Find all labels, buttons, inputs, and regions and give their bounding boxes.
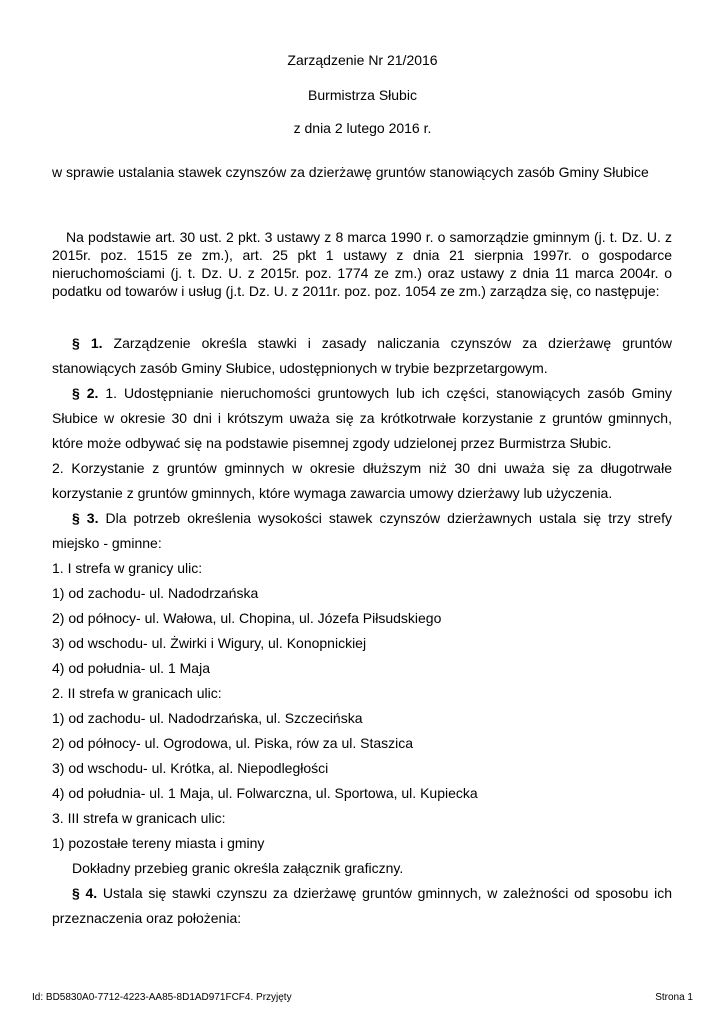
document-title: Zarządzenie Nr 21/2016 (287, 52, 438, 68)
zone-line: 1) pozostałe tereny miasta i gminy (52, 835, 265, 851)
section-1-text: Zarządzenie określa stawki i zasady naliczania czynszów za dzierżawę gruntów stanowiących zasób Gminy Słubice, udostępnionych w trybie bezprzetargowym. (52, 335, 673, 376)
zone-line: 4) od południa- ul. 1 Maja, ul. Folwarczna, ul. Sportowa, ul. Kupiecka (52, 785, 478, 801)
section-4-text: Ustala się stawki czynszu za dzierżawę gruntów gminnych, w zależności od sposobu ich przeznaczenia oraz położenia: (52, 885, 672, 926)
section-3-label: § 3. (72, 510, 99, 526)
zone-line: 1) od zachodu- ul. Nadodrzańska, ul. Szczecińska (52, 710, 363, 726)
section-2-label: § 2. (72, 385, 99, 401)
section-4-label: § 4. (72, 885, 98, 901)
legal-basis: Na podstawie art. 30 ust. 2 pkt. 3 ustawy z 8 marca 1990 r. o samorządzie gminnym (j. t. Dz. U. z 2015r. poz. 1515 ze zm.), art. 25 pkt 1 ustawy z dnia 21 sierpnia 1997r. o gospodarce nieruchomościami (j. t. Dz. U. z 2015r. poz. 1774 ze zm.) oraz ustawy z dnia 11 marca 2004r. o podatku od towarów i usług (j.t. Dz. U. z 2011r. poz. poz. 1054 ze zm.) zarządza się, co następuje: (52, 229, 672, 299)
document-date: z dnia 2 lutego 2016 r. (293, 120, 432, 136)
section-1 (52, 331, 672, 381)
document-body (52, 331, 672, 931)
zone-line: 3) od wschodu- ul. Żwirki i Wigury, ul. Konopnickiej (52, 635, 367, 651)
section-2 (52, 381, 672, 456)
zone-line: 3. III strefa w granicach ulic: (52, 810, 226, 826)
zone-line: 2. II strefa w granicach ulic: (52, 685, 222, 701)
zone-line: 1. I strefa w granicy ulic: (52, 560, 203, 576)
footer-document-id: Id: BD5830A0-7712-4223-AA85-8D1AD971FCF4. Przyjęty (32, 992, 292, 1003)
footer-page-number: Strona 1 (655, 992, 693, 1003)
zone-line: 4) od południa- ul. 1 Maja (52, 660, 210, 676)
section-1-label: § 1. (72, 335, 103, 351)
section-3 (52, 506, 672, 556)
section-4 (52, 881, 672, 931)
section-3-closing: Dokładny przebieg granic określa załącznik graficzny. (72, 860, 404, 876)
document-issuer: Burmistrza Słubic (308, 87, 417, 103)
zone-line: 2) od północy- ul. Wałowa, ul. Chopina, ul. Józefa Piłsudskiego (52, 610, 442, 626)
zone-line: 1) od zachodu- ul. Nadodrzańska (52, 585, 259, 601)
section-2-text: 1. Udostępnianie nieruchomości gruntowych lub ich części, stanowiących zasób Gminy Słubice w okresie 30 dni i krótszym uważa się za krótkotrwałe korzystanie z gruntów gminnych, które może odbywać się na podstawie pisemnej zgody udzielonej przez Burmistrza Słubic. (52, 385, 672, 451)
document-subject: w sprawie ustalania stawek czynszów za dzierżawę gruntów stanowiących zasób Gminy Słubice (52, 164, 649, 180)
zone-line: 3) od wschodu- ul. Krótka, al. Niepodległości (52, 760, 329, 776)
section-3-text: Dla potrzeb określenia wysokości stawek czynszów dzierżawnych ustala się trzy strefy miejsko - gminne: (52, 510, 673, 551)
section-2-point-2: 2. Korzystanie z gruntów gminnych w okresie dłuższym niż 30 dni uważa się za długotrwałe korzystanie z gruntów gminnych, które wymaga zawarcia umowy dzierżawy lub użyczenia. (52, 460, 672, 501)
zone-line: 2) od północy- ul. Ogrodowa, ul. Piska, rów za ul. Staszica (52, 735, 414, 751)
